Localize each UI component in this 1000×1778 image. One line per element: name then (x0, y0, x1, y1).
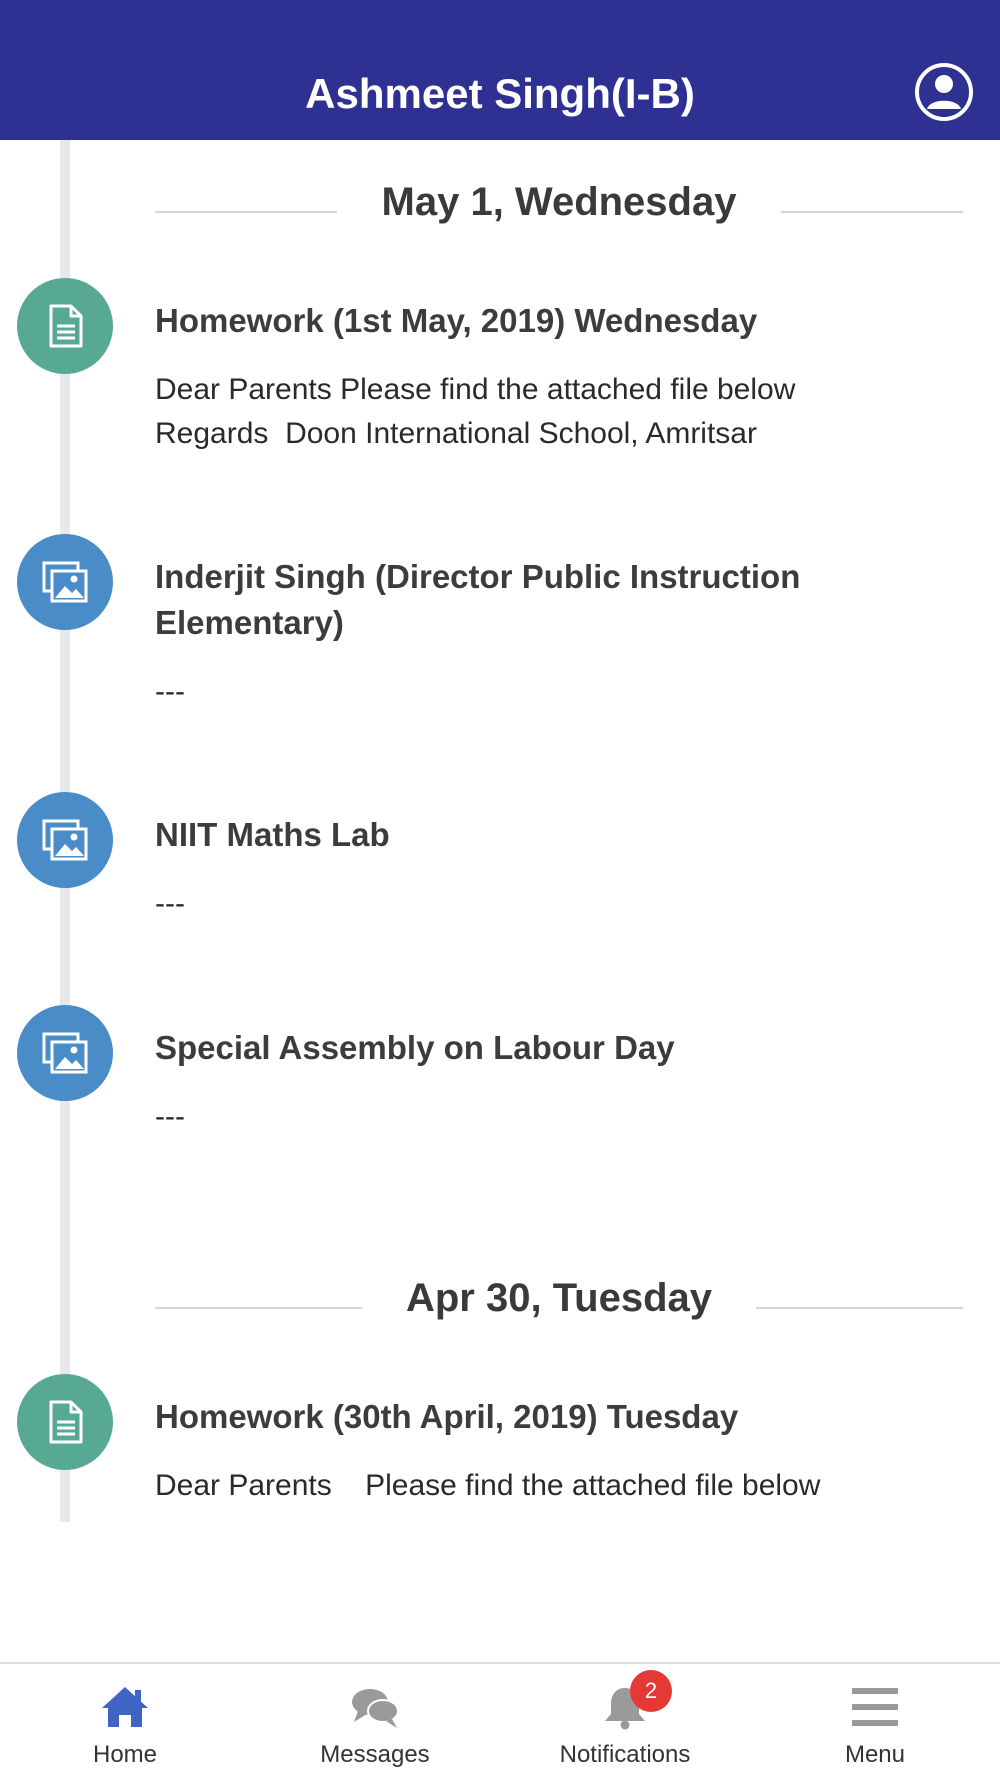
nav-menu[interactable] (750, 1664, 1000, 1778)
item-title: Inderjit Singh (Director Public Instruction Elementary) (155, 558, 801, 641)
chat-bubbles-icon (350, 1684, 400, 1730)
timeline-item[interactable] (155, 554, 965, 714)
document-icon[interactable] (17, 1374, 113, 1470)
student-name-title: Ashmeet Singh(I-B) (305, 70, 695, 117)
timeline-item[interactable] (155, 298, 965, 456)
user-circle-icon[interactable] (914, 62, 974, 122)
nav-label: Menu (844, 1741, 906, 1768)
item-title: Special Assembly on Labour Day (155, 1029, 675, 1066)
nav-label: Notifications (559, 1741, 691, 1768)
item-title: Homework (1st May, 2019) Wednesday (155, 302, 758, 339)
timeline-item[interactable] (155, 1025, 965, 1139)
nav-home[interactable] (0, 1664, 250, 1778)
app-header (0, 0, 1000, 140)
document-icon[interactable] (17, 278, 113, 374)
item-title: Homework (30th April, 2019) Tuesday (155, 1398, 739, 1435)
timeline-item[interactable] (155, 1394, 965, 1508)
nav-label: Home (92, 1741, 158, 1768)
nav-label: Messages (320, 1741, 430, 1768)
bottom-navigation (0, 1662, 1000, 1778)
item-body: Dear Parents Please find the attached file below Regards Doon International School, Amritsar (155, 373, 796, 450)
gallery-icon[interactable] (17, 792, 113, 888)
item-body: --- (155, 1100, 185, 1133)
item-title: NIIT Maths Lab (155, 816, 390, 853)
nav-messages[interactable] (250, 1664, 500, 1778)
date-separator (155, 172, 963, 232)
hamburger-icon (850, 1684, 900, 1730)
nav-notifications[interactable] (500, 1664, 750, 1778)
date-separator (155, 1268, 963, 1328)
date-label: May 1, Wednesday (381, 180, 737, 224)
item-body: --- (155, 887, 185, 920)
date-label: Apr 30, Tuesday (405, 1276, 713, 1320)
gallery-icon[interactable] (17, 1005, 113, 1101)
item-body: --- (155, 675, 185, 708)
gallery-icon[interactable] (17, 534, 113, 630)
notification-badge: 2 (630, 1670, 672, 1712)
home-icon (100, 1684, 150, 1730)
timeline-item[interactable] (155, 812, 965, 926)
item-body: Dear Parents Please find the attached file below (155, 1469, 821, 1502)
